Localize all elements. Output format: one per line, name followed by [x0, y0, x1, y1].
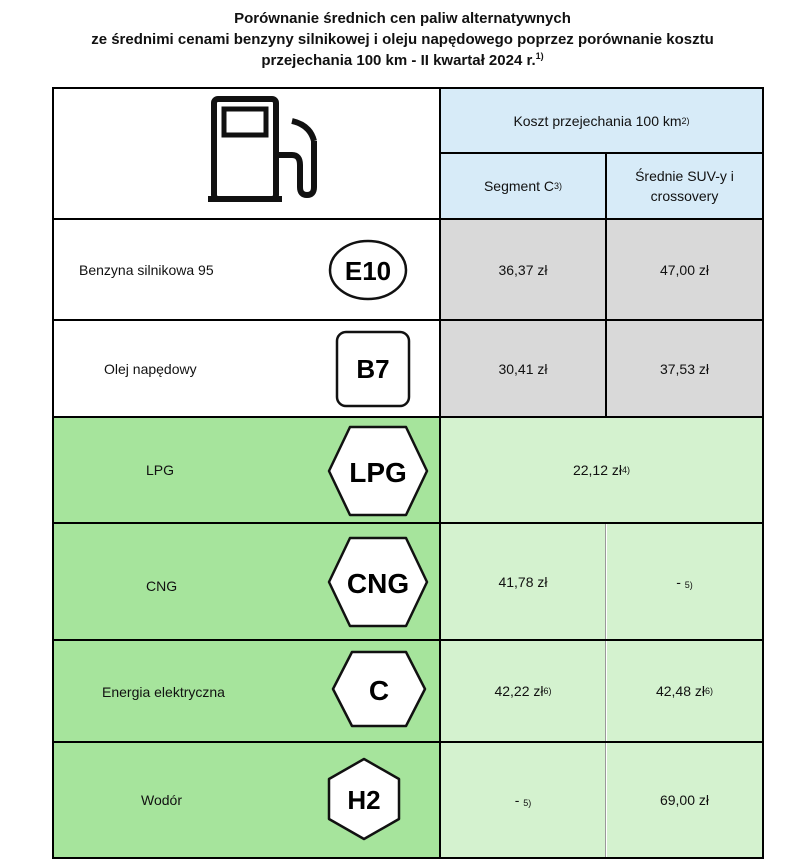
title-line-3: przejechania 100 km - II kwartał 2024 r.$^{1)}$ — [261, 51, 544, 69]
cost-header: Koszt przejechania 100 km 2) — [441, 89, 762, 153]
svg-text:B7: B7 — [356, 354, 390, 384]
row-cng-label: CNG — [146, 578, 178, 594]
row-cng-suv: - 5) — [607, 524, 762, 639]
grid-line — [54, 218, 762, 220]
grid-line — [54, 319, 762, 321]
grid-line — [54, 416, 762, 418]
row-electric-label: Energia elektryczna — [102, 684, 225, 700]
row-lpg-merged-cost: 22,12 zł 4) — [441, 418, 762, 522]
title-line-2: ze średnimi cenami benzyny silnikowej i oleju napędowego poprzez porównanie kosztu — [91, 31, 714, 48]
title-line-1: Porównanie średnich cen paliw alternatywnych — [234, 10, 571, 27]
row-hydrogen-label: Wodór — [141, 792, 182, 808]
row-cng-segment-c: 41,78 zł — [441, 524, 605, 639]
suv-header: Średnie SUV-y i crossovery — [607, 154, 762, 218]
page-title — [0, 8, 805, 71]
row-petrol-suv: 47,00 zł — [607, 220, 762, 319]
row-lpg-label: LPG — [146, 462, 175, 478]
grid-line — [54, 522, 762, 524]
fuel-pump-icon — [206, 95, 336, 205]
row-diesel-label: Olej napędowy — [104, 361, 197, 377]
c-badge-icon — [330, 649, 428, 729]
svg-text:H2: H2 — [347, 785, 381, 815]
svg-text:E10: E10 — [344, 256, 392, 286]
segment-c-header: Segment C 3) — [441, 154, 605, 218]
b7-badge-icon — [335, 330, 411, 408]
row-hydrogen-suv: 69,00 zł — [607, 743, 762, 857]
row-diesel-segment-c: 30,41 zł — [441, 321, 605, 416]
h2-badge-icon — [326, 756, 402, 842]
grid-line — [54, 741, 762, 743]
row-hydrogen-segment-c: - 5) — [441, 743, 605, 857]
row-petrol-segment-c: 36,37 zł — [441, 220, 605, 319]
grid-line — [605, 153, 607, 418]
row-electric-suv: 42,48 zł 6) — [607, 641, 762, 741]
fuel-cost-table — [52, 87, 764, 859]
cng-badge-icon — [326, 535, 430, 629]
row-diesel-suv: 37,53 zł — [607, 321, 762, 416]
row-petrol-label: Benzyna silnikowa 95 — [79, 262, 214, 278]
lpg-badge-icon — [326, 424, 430, 518]
svg-text:C: C — [368, 675, 390, 706]
row-electric-segment-c: 42,22 zł 6) — [441, 641, 605, 741]
svg-text:LPG: LPG — [349, 457, 407, 488]
grid-line — [605, 524, 606, 857]
svg-text:CNG: CNG — [346, 568, 410, 599]
header-icon-cell — [54, 89, 440, 218]
grid-line — [54, 639, 762, 641]
grid-line — [440, 152, 762, 154]
e10-badge-icon — [328, 239, 408, 301]
